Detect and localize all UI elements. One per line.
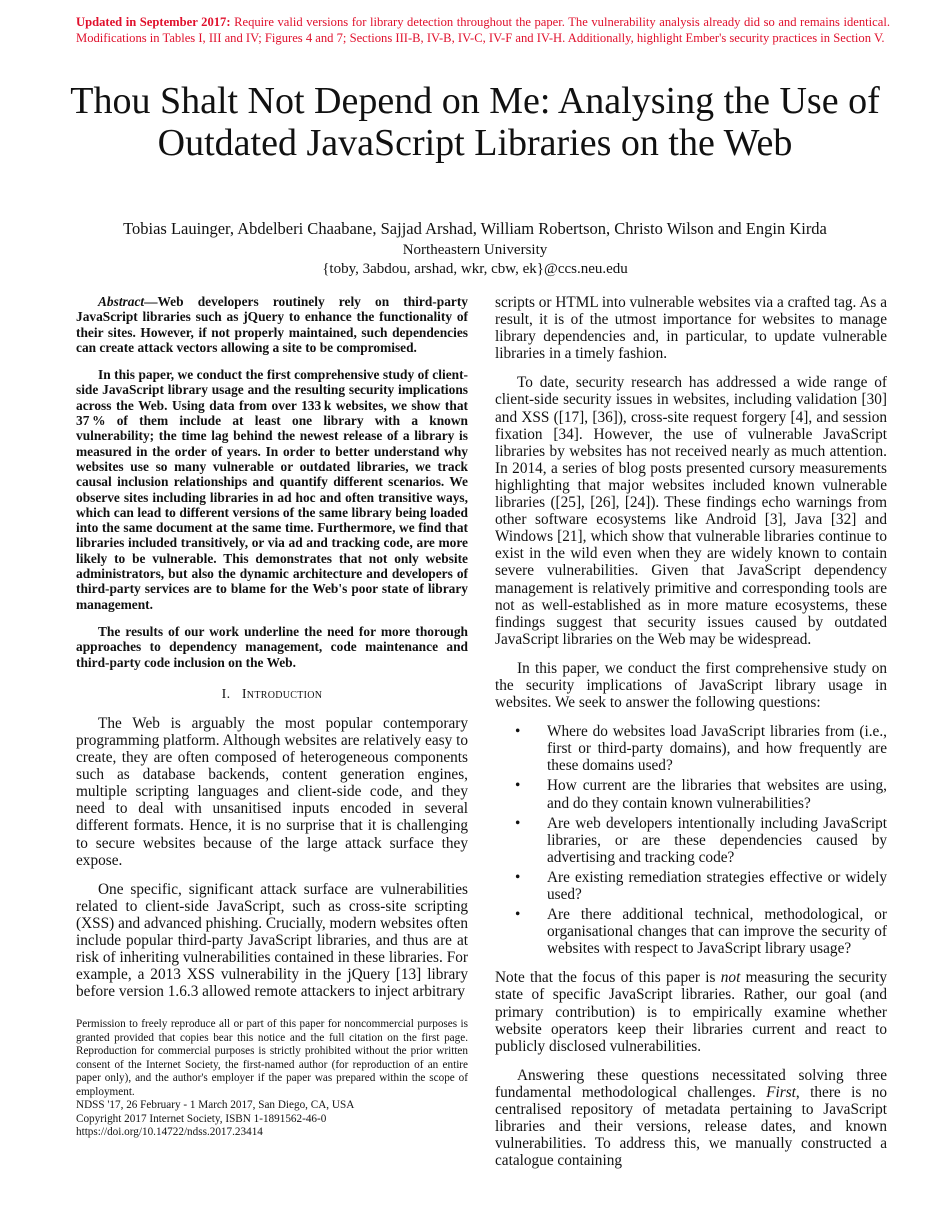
section-heading-introduction xyxy=(76,686,468,703)
update-notice-lead: Updated in September 2017: xyxy=(76,15,231,29)
abstract-paragraph: In this paper, we conduct the first comprehensive study of client-side JavaScript library usage and the resulting security implications across the Web. Using data from over 133 k websites, we show that 37 % of them include at least one library with a known vulnerability; the time lag behind the newest release of a library is measured in the order of years. In order to better understand why websites use so many vulnerable or outdated libraries, we track causal inclusion relationships and quantify different scenarios. We observe sites including libraries in ad hoc and often transitive ways, which can lead to different versions of the same library being loaded into the same document at the same time. Furthermore, we find that libraries included transitively, or via ad and tracking code, are more likely to be vulnerable. This demonstrates that not only website administrators, but also the dynamic architecture and developers of third-party services are to blame for the Web's poor state of library management. xyxy=(76,367,468,612)
body-paragraph xyxy=(495,1067,887,1170)
bullet-icon: • xyxy=(515,906,521,924)
text-run: , there is no centralised repository of metadata pertaining to JavaScript libraries and their versions, release dates, and known vulnerabilities. To address this, we manually constructed a catalogue containing xyxy=(495,1083,887,1170)
body-paragraph: One specific, significant attack surface are vulnerabilities related to client-side JavaScript, such as cross-site scripting (XSS) and advanced phishing. Crucially, modern websites often include popular third-party JavaScript libraries, and thus are at risk of inheriting vulnerabilities contained in these libraries. For example, a 2013 XSS vulnerability in the jQuery [13] library before version 1.6.3 allowed remote attackers to inject arbitrary xyxy=(76,880,468,1001)
list-item xyxy=(495,777,887,811)
footnote-conference: NDSS '17, 26 February - 1 March 2017, San Diego, CA, USA xyxy=(76,1099,355,1111)
abstract-text: —Web developers routinely rely on third-party JavaScript libraries such as jQuery to enhance the functionality of their sites. However, if not properly maintained, such dependencies can create attack vectors allowing a site to be compromised. xyxy=(76,294,468,355)
bullet-icon: • xyxy=(515,723,521,741)
list-item-text: Are web developers intentionally including JavaScript libraries, or are these dependencies caused by advertising and tracking code? xyxy=(547,814,887,866)
list-item-text: Where do websites load JavaScript libraries from (i.e., first or third-party domains), and how frequently are these domains used? xyxy=(547,723,887,775)
update-notice xyxy=(76,14,890,46)
abstract-paragraph: The results of our work underline the need for more thorough approaches to dependency management, code maintenance and third-party code inclusion on the Web. xyxy=(76,623,468,670)
list-item xyxy=(495,869,887,903)
footnote-permission: Permission to freely reproduce all or part of this paper for noncommercial purposes is granted provided that copies bear this notice and the full citation on the first page. Reproduction for commercial purposes is strictly prohibited without the prior written consent of the Internet Society, the first-named author (for reproduction of an entire paper only), and the author's employer if the paper was prepared within the scope of employment. xyxy=(76,1018,468,1098)
section-title: Introduction xyxy=(241,686,323,702)
affiliation: Northeastern University xyxy=(402,242,548,258)
body-paragraph: To date, security research has addressed a wide range of client-side security issues in websites, including validation [30] and XSS ([17], [36]), cross-site request forgery [4], and session fixation [34]. However, the use of vulnerable JavaScript libraries by websites has not received nearly as much attention. In 2014, a series of blog posts presented cursory measurements highlighting that major websites included known vulnerable libraries ([25], [26], [24]). These findings echo warnings from other software ecosystems like Android [3], Java [32] and Windows [21], which show that vulnerable libraries continue to exist in the wild even when they are widely known to contain severe vulnerabilities. Given that JavaScript dependency management is relatively primitive and corresponding tools are not as well-established as in more mature ecosystems, these findings suggest that security issues caused by outdated JavaScript libraries on the Web may be widespread. xyxy=(495,374,887,648)
research-questions-list xyxy=(495,723,887,957)
text-run: Answering these questions necessitated solving three fundamental methodological challenges. xyxy=(495,1066,887,1101)
paper-title: Thou Shalt Not Depend on Me: Analysing the Use of Outdated JavaScript Libraries on the Web xyxy=(70,80,880,164)
update-notice-text: Require valid versions for library detection throughout the paper. The vulnerability analysis already did so and remains identical. Modifications in Tables I, III and IV; Figures 4 and 7; Sections III-B, IV-B, IV-C, IV-F and IV-H. Additionally, highlight Ember's security practices in Section V. xyxy=(76,15,890,45)
abstract xyxy=(76,294,468,670)
list-item-text: Are existing remediation strategies effective or widely used? xyxy=(547,868,887,903)
list-item-text: How current are the libraries that websites are using, and do they contain known vulnerabilities? xyxy=(547,777,887,812)
list-item-text: Are there additional technical, methodological, or organisational changes that can improve the security of websites with respect to JavaScript library usage? xyxy=(547,906,887,958)
text-run: measuring the security state of specific JavaScript libraries. Rather, our goal (and primary contribution) is to empirically examine whether website operators keep their libraries current and react to publicly disclosed vulnerabilities. xyxy=(495,969,887,1055)
body-paragraph: The Web is arguably the most popular contemporary programming platform. Although websites are relatively easy to create, they are often composed of heterogeneous components such as database backends, content generation engines, multiple scripting languages and client-side code, and they need to deal with unsanitised inputs encoded in several different formats. Hence, it is no surprise that it is challenging to secure websites because of the large attack surface they expose. xyxy=(76,714,468,869)
abstract-label: Abstract xyxy=(98,294,145,309)
bullet-icon: • xyxy=(515,777,521,795)
permission-footnote xyxy=(76,1018,468,1140)
emphasis: First xyxy=(766,1083,796,1101)
body-paragraph: scripts or HTML into vulnerable websites via a crafted tag. As a result, it is of the utmost importance for websites to manage library dependencies and, in particular, to update vulnerable libraries in a timely fashion. xyxy=(495,294,887,363)
bullet-icon: • xyxy=(515,868,521,886)
footnote-doi: https://doi.org/10.14722/ndss.2017.23414 xyxy=(76,1126,263,1138)
left-column xyxy=(76,294,468,1012)
abstract-paragraph xyxy=(76,294,468,355)
text-run: Note that the focus of this paper is xyxy=(495,969,721,987)
section-number: I. xyxy=(221,686,231,702)
body-paragraph xyxy=(495,969,887,1054)
footnote-copyright: Copyright 2017 Internet Society, ISBN 1-1891562-46-0 xyxy=(76,1112,327,1125)
author-emails: {toby, 3abdou, arshad, wkr, cbw, ek}@ccs.neu.edu xyxy=(322,261,628,277)
list-item xyxy=(495,723,887,774)
author-list: Tobias Lauinger, Abdelberi Chaabane, Sajjad Arshad, William Robertson, Christo Wilson and Engin Kirda xyxy=(123,219,827,238)
list-item xyxy=(495,906,887,957)
body-paragraph: In this paper, we conduct the first comprehensive study on the security implications of JavaScript library usage in websites. We seek to answer the following questions: xyxy=(495,659,887,712)
list-item xyxy=(495,815,887,866)
right-column xyxy=(495,294,887,1181)
emphasis: not xyxy=(720,969,741,987)
bullet-icon: • xyxy=(515,814,521,832)
